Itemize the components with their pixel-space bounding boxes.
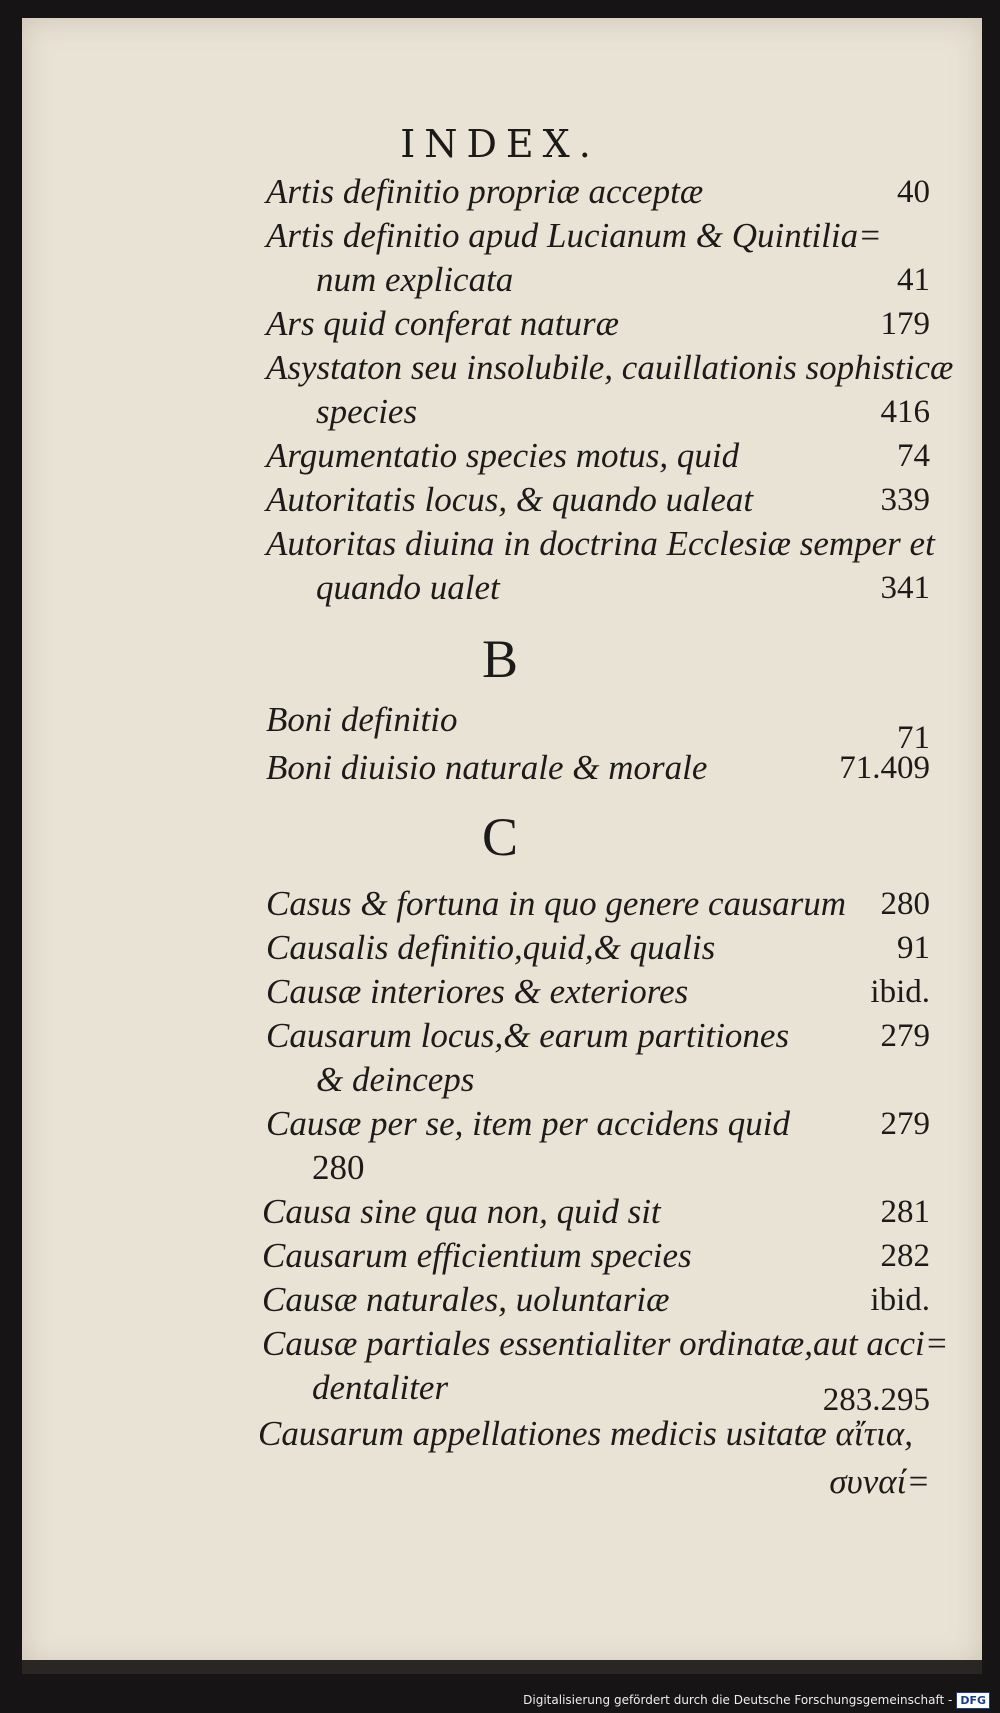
entry-text: num explicata	[316, 260, 514, 299]
entry-text: Artis definitio apud Lucianum & Quintilia=	[266, 216, 882, 255]
page-header-title: INDEX.	[400, 122, 600, 166]
entry-page: 279	[880, 1018, 930, 1054]
entry-text: Boni diuisio naturale & morale	[266, 748, 708, 787]
entry-page: 71.409	[839, 750, 930, 786]
entry-text: Asystaton seu insolubile, cauillationis sophisticæ	[266, 348, 954, 387]
entry-text: Boni definitio	[266, 700, 458, 739]
entry-text: Autoritas diuina in doctrina Ecclesiæ semper et	[266, 524, 935, 563]
dfg-logo: DFG	[956, 1692, 990, 1709]
index-entry	[0, 1324, 1000, 1368]
index-entry-continuation	[0, 568, 1000, 612]
index-entry	[0, 1414, 1000, 1458]
entry-text: Causarum locus,& earum partitiones	[266, 1016, 790, 1055]
section-letter-c: C	[481, 807, 519, 867]
section-letter-b: B	[481, 629, 519, 689]
entry-text: Causa sine qua non, quid sit	[262, 1192, 661, 1231]
index-entry-continuation	[0, 392, 1000, 436]
entry-page: 40	[897, 174, 930, 210]
entry-text: Causæ interiores & exteriores	[266, 972, 689, 1011]
entry-text: Casus & fortuna in quo genere causarum	[266, 884, 847, 923]
entry-page: 41	[897, 262, 930, 298]
entry-page: 279	[880, 1106, 930, 1142]
index-entry	[0, 1280, 1000, 1324]
entry-page: 282	[880, 1238, 930, 1274]
index-entry	[0, 748, 1000, 792]
entry-text: Artis definitio propriæ acceptæ	[266, 172, 704, 211]
index-entry	[0, 1192, 1000, 1236]
digitization-credit	[523, 1689, 990, 1711]
index-entry	[0, 928, 1000, 972]
index-entry	[0, 1016, 1000, 1060]
entry-text: quando ualet	[316, 568, 500, 607]
entry-text: Causarum efficientium species	[262, 1236, 692, 1275]
entry-text: Ars quid conferat naturæ	[266, 304, 619, 343]
entry-text: 280	[312, 1148, 365, 1187]
entry-page: 283.295	[822, 1382, 930, 1418]
entry-text: Autoritatis locus, & quando ualeat	[266, 480, 754, 519]
entry-page: 91	[897, 930, 930, 966]
index-entry	[0, 524, 1000, 568]
entry-page: 281	[880, 1194, 930, 1230]
index-entry-continuation	[0, 1462, 1000, 1506]
page-bottom-edge	[22, 1660, 982, 1674]
entry-text: Argumentatio species motus, quid	[266, 436, 740, 475]
index-entry	[0, 972, 1000, 1016]
index-entry	[0, 884, 1000, 928]
entry-page: 280	[880, 886, 930, 922]
index-entry-continuation	[0, 1368, 1000, 1418]
index-entry	[0, 348, 1000, 392]
entry-page: 74	[897, 438, 930, 474]
index-entry	[0, 480, 1000, 524]
index-entry-continuation	[0, 1148, 1000, 1192]
entry-text: Causalis definitio,quid,& qualis	[266, 928, 716, 967]
index-entry	[0, 216, 1000, 260]
entry-text: συναί=	[829, 1462, 930, 1501]
credit-text: Digitalisierung gefördert durch die Deutsche Forschungsgemeinschaft -	[523, 1693, 953, 1707]
entry-page: ibid.	[870, 974, 930, 1010]
index-entry	[0, 1236, 1000, 1280]
index-entry-continuation	[0, 1060, 1000, 1104]
index-entry	[0, 436, 1000, 480]
entry-page: ibid.	[870, 1282, 930, 1318]
entry-page: 416	[880, 394, 930, 430]
index-entry	[0, 700, 1000, 756]
entry-text: dentaliter	[312, 1368, 449, 1407]
entry-page: 341	[880, 570, 930, 606]
entry-text: Causarum appellationes medicis usitatæ αἴτια,	[258, 1414, 913, 1453]
entry-text: Causæ naturales, uoluntariæ	[262, 1280, 670, 1319]
entry-text: Causæ per se, item per accidens quid	[266, 1104, 790, 1143]
index-entry-continuation	[0, 260, 1000, 304]
entry-page: 339	[880, 482, 930, 518]
entry-text: Causæ partiales essentialiter ordinatæ,aut acci=	[262, 1324, 949, 1363]
entry-page: 71	[897, 720, 930, 756]
entry-text: & deinceps	[316, 1060, 475, 1099]
index-entry	[0, 304, 1000, 348]
index-entry	[0, 172, 1000, 216]
entry-text: species	[316, 392, 418, 431]
entry-page: 179	[880, 306, 930, 342]
index-entry	[0, 1104, 1000, 1148]
